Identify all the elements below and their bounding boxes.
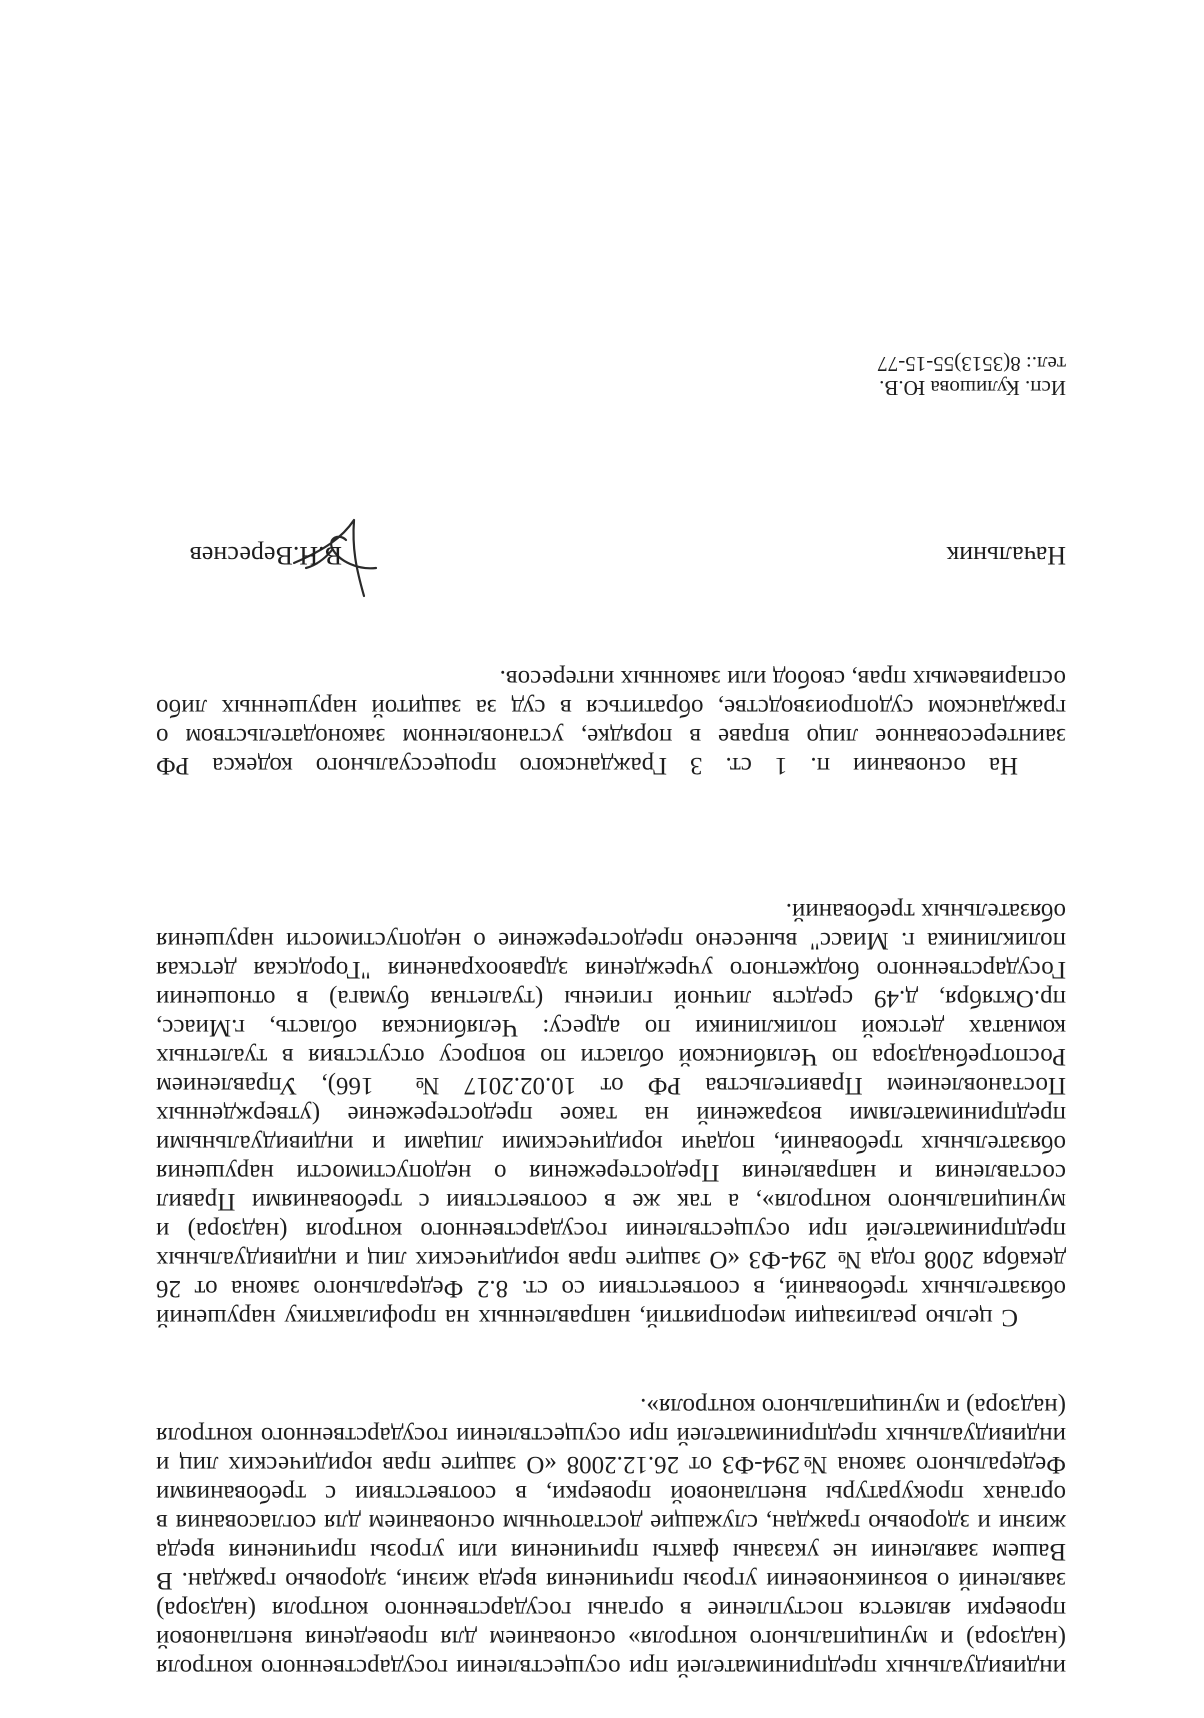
- executor-name: Исп. Кулишова Ю.В.: [879, 376, 1066, 400]
- paragraph-1: индивидуальных предпринимателей при осуществлении государственного контроля (надзора) и муниципального контроля» основанием для проведения внеплановой проверки является поступление в органы государственного контроля (надзора) заявлений о возникновении угрозы причинения вреда жизни, здоровью граждан. В Вашем заявлении не указаны факты причинения или угрозы причинения вреда жизни и здоровью граждан, служащие достаточным основанием для согласования в органах прокуратуры внеплановой проверки, в соответствии с требованиями Федерального закона №294-ФЗ от 26.12.2008 «О защите прав юридических лиц и индивидуальных предпринимателей при осуществлении государственного контроля (надзора) и муниципального контроля».: [156, 1393, 1066, 1681]
- signatory-name: В.Н.Вереснев: [189, 541, 342, 570]
- signatory-title: Начальник: [946, 541, 1066, 570]
- executor-phone: тел.: 8(3513)55-15-77: [877, 352, 1066, 376]
- executor-info: [877, 352, 1066, 400]
- paragraph-3: На основании п. 1 ст. 3 Гражданского процессуального кодекса РФ заинтересованное лицо вправе в порядке, установленном законодательством о гражданском судопроизводстве, обратиться в суд за защитой нарушенных либо оспариваемых прав, свобод или законных интересов.: [156, 665, 1066, 779]
- paragraph-2: С целью реализации мероприятий, направленных на профилактику нарушений обязательных требований, в соответствии со ст. 8.2 Федерального закона от 26 декабря 2008 года № 294-ФЗ «О защите прав юридических лиц и индивидуальных предпринимателей при осуществлении государственного контроля (надзора) и муниципального контроля», а так же в соответствии с требованиями Правил составления и направления Предостережения о недопустимости нарушения обязательных требований, подачи юридическими лицами и индивидуальными предпринимателями возражений на такое предостережение (утвержденных Постановлением Правительства РФ от 10.02.2017 № 166), Управлением Роспотребнадзора по Челябинской области по вопросу отсутствия в туалетных комнатах детской поликлиники по адресу: Челябинская область, г.Миасс, пр.Октября, д.49 средств личной гигиены (туалетная бумага) в отношении Государственного бюджетного учреждения здравоохранения "Городская детская поликлиника г. Миасс" вынесено предостережение о недопустимости нарушения обязательных требований.: [156, 898, 1066, 1331]
